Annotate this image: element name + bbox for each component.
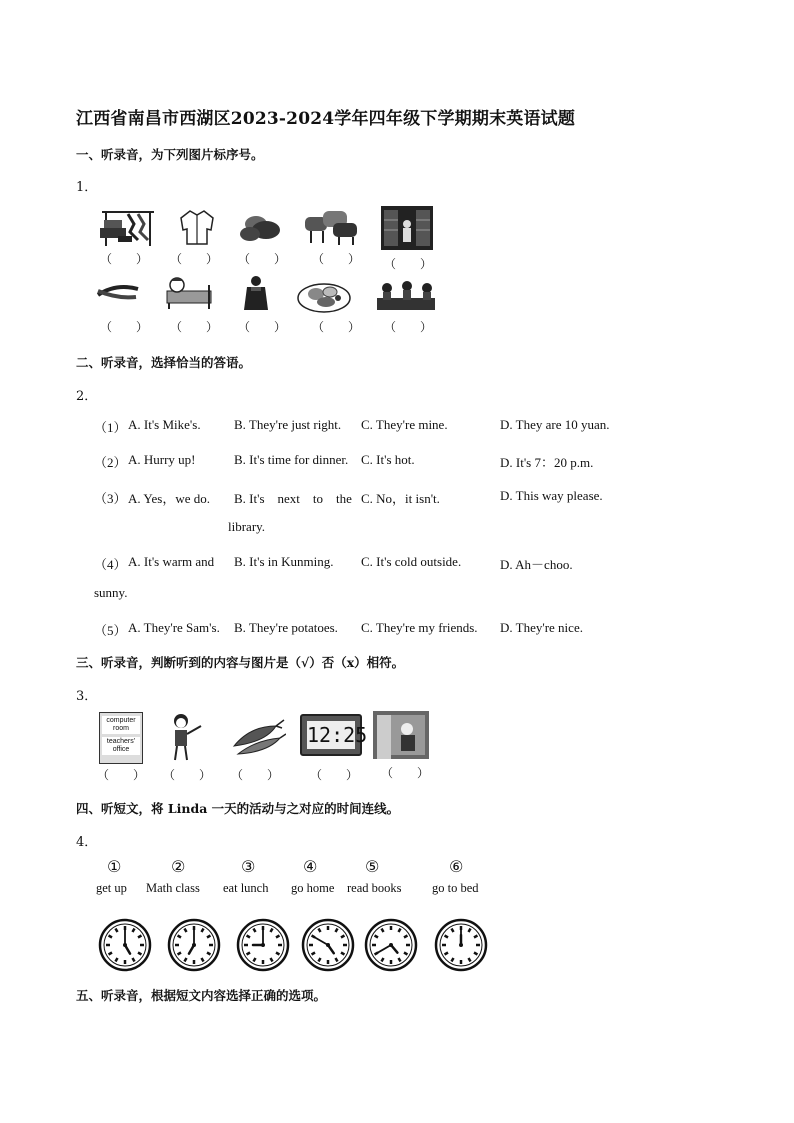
q1-paren-4[interactable]: （ ） xyxy=(312,252,361,266)
q2-item-2-number: （2） xyxy=(94,455,127,470)
boy-at-door-icon xyxy=(373,711,429,759)
clock-2-icon[interactable] xyxy=(167,918,221,972)
q1-paren-2[interactable]: （ ） xyxy=(170,252,219,266)
clock-1-icon[interactable] xyxy=(98,918,152,972)
activity-6-label: go to bed xyxy=(432,881,479,895)
cloudy-weather-icon xyxy=(238,212,282,244)
digital-clock-display: 12:25 xyxy=(307,723,368,747)
q2-item-4-number: （4） xyxy=(94,557,127,572)
q2-item-3-option-b-cont[interactable]: library. xyxy=(228,519,266,534)
q2-item-4-option-b[interactable]: B. It's in Kunming. xyxy=(234,554,334,569)
q2-item-1-option-b[interactable]: B. They're just right. xyxy=(234,417,342,432)
digital-clock-icon xyxy=(300,714,368,756)
q3-paren-5[interactable]: （ ） xyxy=(381,766,430,780)
sign-text-line4: office xyxy=(112,746,130,753)
q2-item-1-option-c[interactable]: C. They're mine. xyxy=(361,417,448,432)
section-1-heading: 一、听录音，为下列图片标序号。 xyxy=(76,147,264,162)
q1-paren-9[interactable]: （ ） xyxy=(312,320,361,334)
sign-text-line1: computer xyxy=(106,717,136,724)
q3-paren-3[interactable]: （ ） xyxy=(231,768,280,782)
q3-number: 3． xyxy=(76,689,98,704)
clothes-rack-icon xyxy=(96,206,158,248)
sign-text-line3: teachers' xyxy=(106,738,136,745)
q2-item-4-option-d[interactable]: D. Ah－choo. xyxy=(500,557,573,572)
q1-paren-8[interactable]: （ ） xyxy=(238,320,287,334)
carrots-icon xyxy=(230,716,286,758)
students-at-desks-icon xyxy=(375,276,437,312)
food-plate-icon xyxy=(296,276,352,314)
q2-number: 2． xyxy=(76,389,98,404)
q2-item-4-option-a[interactable]: A. It's warm and xyxy=(128,554,215,569)
q2-item-5-option-a[interactable]: A. They're Sam's. xyxy=(128,620,220,635)
q2-item-5-number: （5） xyxy=(94,623,127,638)
page-title: 江西省南昌市西湖区2023-2024学年四年级下学期期末英语试题 xyxy=(76,109,576,129)
q2-item-5-option-d[interactable]: D. They're nice. xyxy=(500,620,583,635)
q2-item-3-option-b[interactable]: B. It's next to the xyxy=(234,491,352,506)
activity-2-mark: ② xyxy=(171,857,186,876)
green-beans-icon xyxy=(96,281,140,303)
q2-item-2-option-c[interactable]: C. It's hot. xyxy=(361,452,415,467)
activity-5-mark: ⑤ xyxy=(365,857,380,876)
winter-coat-icon xyxy=(242,274,270,312)
q4-number: 4． xyxy=(76,835,98,850)
q2-item-4-option-c[interactable]: C. It's cold outside. xyxy=(361,554,462,569)
q2-item-3-option-d[interactable]: D. This way please. xyxy=(500,488,603,503)
activity-3-mark: ③ xyxy=(241,857,256,876)
clock-4-icon[interactable] xyxy=(301,918,355,972)
activity-1-label: get up xyxy=(96,881,127,895)
section-2-heading: 二、听录音，选择恰当的答语。 xyxy=(76,355,252,370)
q2-item-1-option-a[interactable]: A. It's Mike's. xyxy=(128,417,201,432)
q1-paren-3[interactable]: （ ） xyxy=(238,252,287,266)
q1-paren-6[interactable]: （ ） xyxy=(100,320,149,334)
q2-item-1-option-d[interactable]: D. They are 10 yuan. xyxy=(500,417,610,432)
section-3-heading: 三、听录音，判断听到的内容与图片是（√）否（x）相符。 xyxy=(76,655,405,670)
q3-paren-2[interactable]: （ ） xyxy=(163,768,212,782)
activity-6-mark: ⑥ xyxy=(449,857,464,876)
q2-item-2-option-d[interactable]: D. It's 7：20 p.m. xyxy=(500,455,594,470)
q2-item-2-option-a[interactable]: A. Hurry up! xyxy=(128,452,196,467)
section-5-heading: 五、听录音，根据短文内容选择正确的选项。 xyxy=(76,988,327,1003)
boy-in-bed-icon xyxy=(165,275,213,311)
q2-item-1-number: （1） xyxy=(94,420,127,435)
sign-text-line2: room xyxy=(113,725,129,732)
q2-item-3-number: （3） xyxy=(94,491,127,506)
clock-5-icon[interactable] xyxy=(364,918,418,972)
q1-number: 1． xyxy=(76,180,98,195)
clock-6-icon[interactable] xyxy=(434,918,488,972)
activity-4-label: go home xyxy=(291,881,335,895)
q1-paren-1[interactable]: （ ） xyxy=(100,252,149,266)
girl-pointing-icon xyxy=(165,712,205,762)
activity-5-label: read books xyxy=(347,881,402,895)
q1-paren-7[interactable]: （ ） xyxy=(170,320,219,334)
clock-3-icon[interactable] xyxy=(236,918,290,972)
activity-3-label: eat lunch xyxy=(223,881,269,895)
section-4-heading: 四、听短文，将 Linda 一天的活动与之对应的时间连线。 xyxy=(76,801,400,816)
q1-paren-10[interactable]: （ ） xyxy=(384,320,433,334)
q2-item-2-option-b[interactable]: B. It's time for dinner. xyxy=(234,452,349,467)
activity-1-mark: ① xyxy=(107,857,122,876)
farm-animals-icon xyxy=(303,207,359,247)
q2-item-3-option-a[interactable]: A. Yes，we do. xyxy=(128,491,210,506)
activity-2-label: Math class xyxy=(146,881,200,895)
q2-item-5-option-c[interactable]: C. They're my friends. xyxy=(361,620,478,635)
library-shelves-icon xyxy=(381,206,433,250)
q3-paren-4[interactable]: （ ） xyxy=(310,768,359,782)
room-sign-icon xyxy=(99,712,143,764)
q2-item-4-option-a-cont[interactable]: sunny. xyxy=(94,585,128,600)
q1-paren-5[interactable]: （ ） xyxy=(384,257,433,271)
q3-paren-1[interactable]: （ ） xyxy=(97,768,146,782)
jacket-icon xyxy=(178,208,216,246)
q2-item-5-option-b[interactable]: B. They're potatoes. xyxy=(234,620,338,635)
q2-item-3-option-c[interactable]: C. No，it isn't. xyxy=(361,491,440,506)
activity-4-mark: ④ xyxy=(303,857,318,876)
